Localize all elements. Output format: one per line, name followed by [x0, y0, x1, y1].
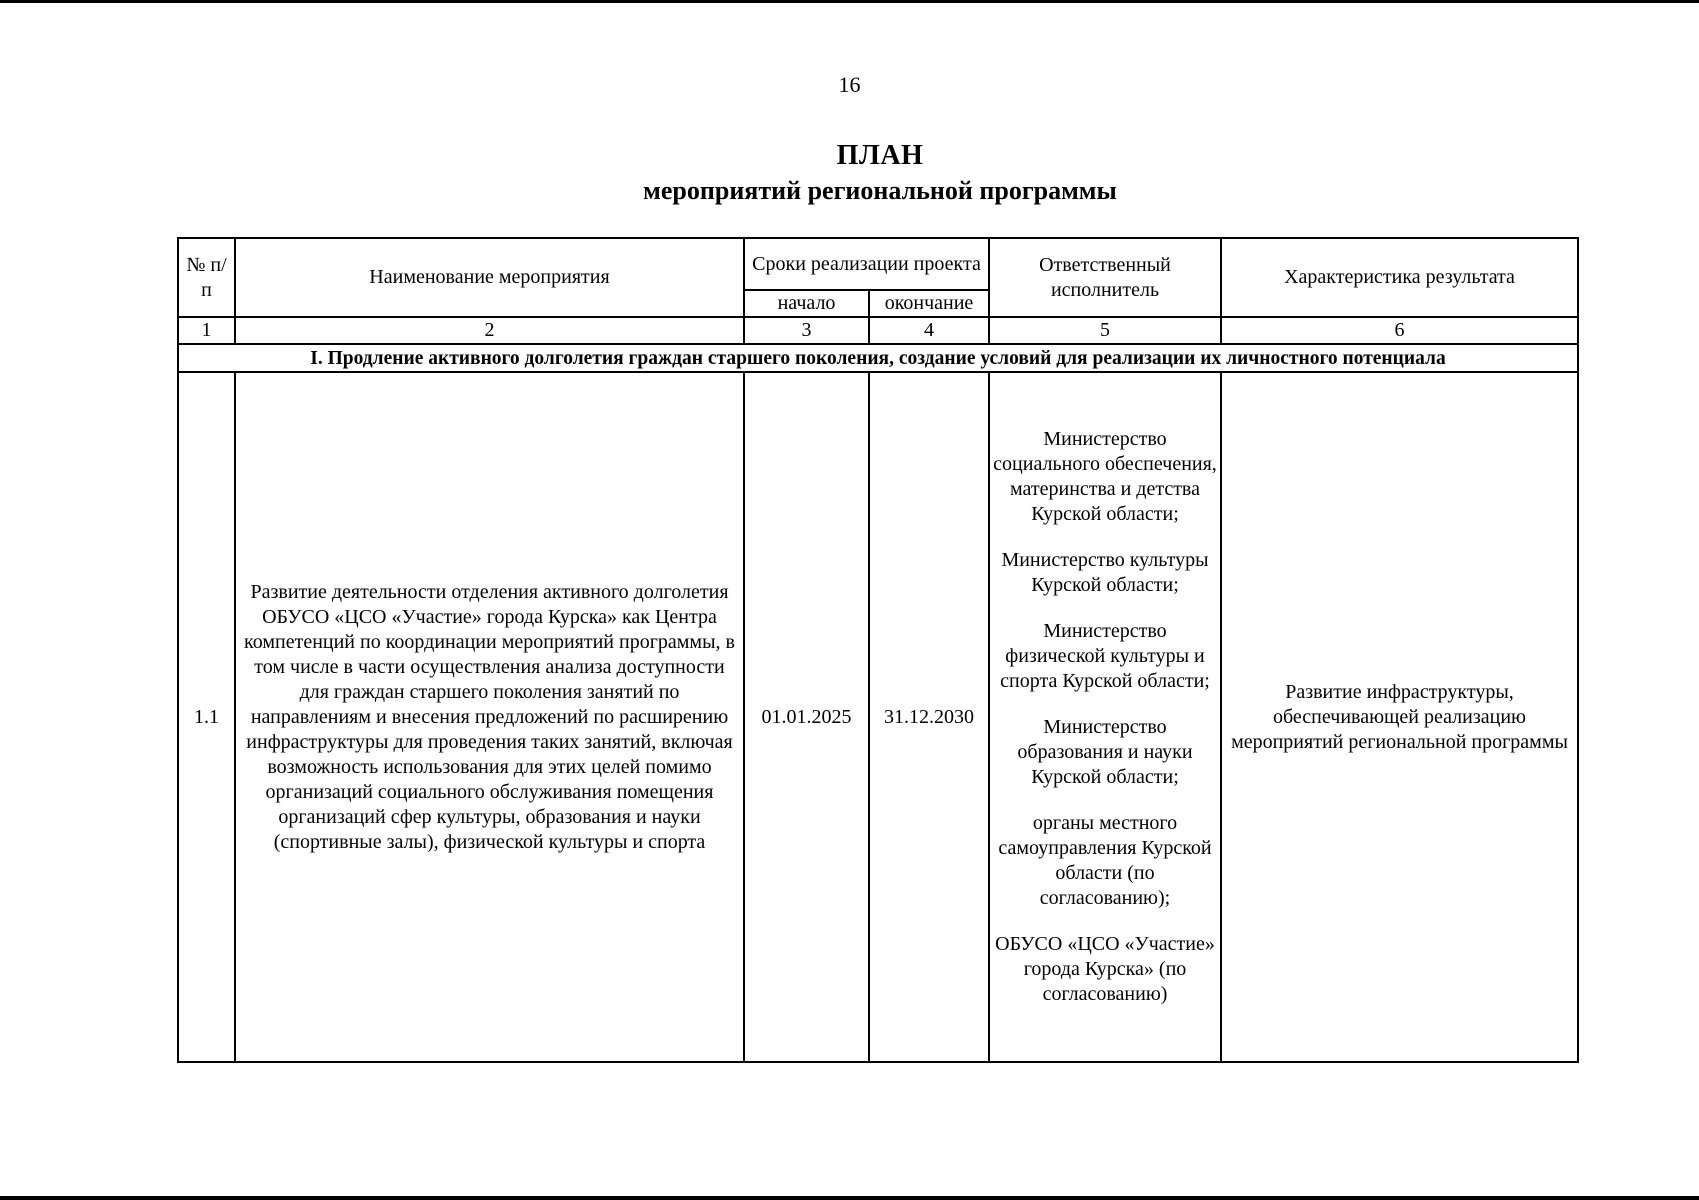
responsible-entry: органы местного самоуправления Курской области (по согласованию);: [998, 812, 1212, 909]
page-number: 16: [838, 72, 861, 97]
column-number-row: [178, 317, 1578, 344]
header-result: Характеристика результата: [1221, 238, 1578, 317]
column-number: 2: [235, 317, 744, 344]
responsible-entry: Министерство социального обеспечения, материнства и детства Курской области;: [993, 428, 1217, 525]
column-number: 1: [178, 317, 235, 344]
header-responsible: Ответственный исполнитель: [989, 238, 1221, 317]
header-period: Сроки реализации проекта: [744, 238, 989, 290]
plan-table: [177, 237, 1579, 1063]
scan-edge-bottom: [0, 1196, 1699, 1200]
section-title: I. Продление активного долголетия граждан старшего поколения, создание условий для реализации их личностного потенциала: [178, 344, 1578, 372]
row-end: 31.12.2030: [869, 372, 989, 1062]
responsible-entry: ОБУСО «ЦСО «Участие» города Курска» (по согласованию): [995, 933, 1215, 1005]
header-end: окончание: [869, 290, 989, 317]
column-number: 4: [869, 317, 989, 344]
row-num: 1.1: [178, 372, 235, 1062]
responsible-entry: Министерство физической культуры и спорта Курской области;: [1000, 620, 1210, 692]
responsible-entry: Министерство культуры Курской области;: [1001, 549, 1209, 596]
column-number: 5: [989, 317, 1221, 344]
header-name: Наименование мероприятия: [235, 238, 744, 317]
column-number: 3: [744, 317, 869, 344]
row-start: 01.01.2025: [744, 372, 869, 1062]
scan-edge-top: [0, 0, 1699, 3]
table-row: [178, 372, 1578, 1062]
row-name: Развитие деятельности отделения активного долголетия ОБУСО «ЦСО «Участие» города Курска» как Центра компетенций по координации мероприятий программы, в том числе в части осуществления анализа доступности для граждан старшего поколения занятий по направлениям и внесения предложений по расширению инфраструктуры для проведения таких занятий, включая возможность использования для этих целей помимо организаций социального обслуживания помещения организаций сфер культуры, образования и науки (спортивные залы), физической культуры и спорта: [235, 372, 744, 1062]
header-start: начало: [744, 290, 869, 317]
column-number: 6: [1221, 317, 1578, 344]
row-result: Развитие инфраструктуры, обеспечивающей реализацию мероприятий региональной программы: [1221, 372, 1578, 1062]
header-num: № п/п: [178, 238, 235, 317]
document-subtitle: мероприятий региональной программы: [643, 176, 1117, 205]
row-responsible: [989, 372, 1221, 1062]
header-row: [178, 238, 1578, 290]
section-row: [178, 344, 1578, 372]
responsible-entry: Министерство образования и науки Курской области;: [1017, 716, 1193, 788]
document-title: ПЛАН: [836, 140, 924, 171]
